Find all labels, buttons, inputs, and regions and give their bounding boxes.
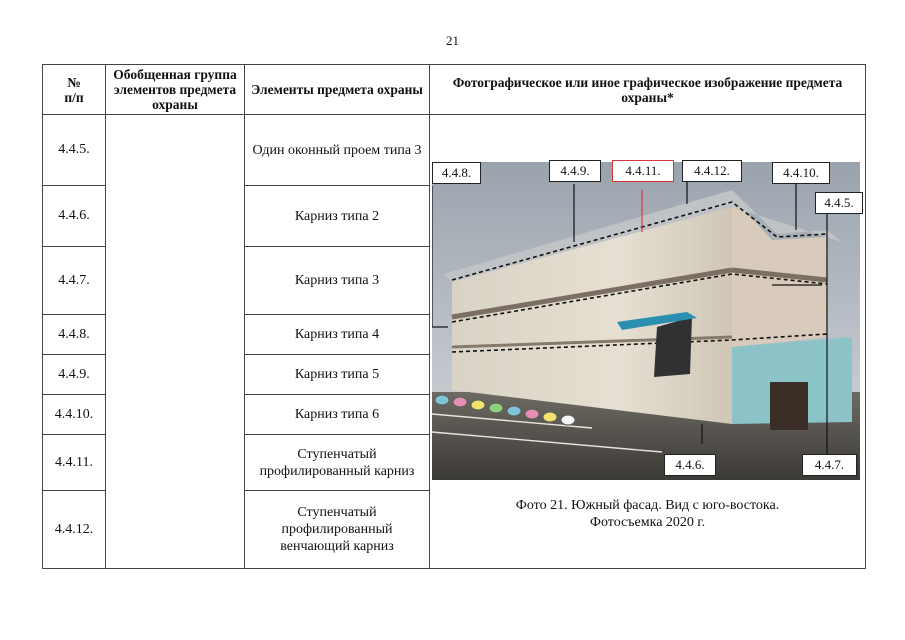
header-group (106, 65, 245, 115)
callout-label: 4.4.9. (549, 160, 601, 182)
header-number-text: № п/п (64, 74, 84, 105)
protection-elements-table (42, 64, 866, 569)
callout-label-highlighted: 4.4.11. (612, 160, 674, 182)
table-header-row (43, 65, 866, 115)
row-number: 4.4.10. (43, 395, 106, 435)
row-element (245, 395, 430, 435)
callout-label: 4.4.6. (664, 454, 716, 476)
group-cell (106, 115, 245, 569)
row-element (245, 435, 430, 491)
row-number: 4.4.8. (43, 315, 106, 355)
row-element-text: Карниз типа 4 (294, 327, 380, 342)
row-number: 4.4.12. (43, 491, 106, 569)
photo-cell (430, 115, 866, 569)
row-element-text: Один оконный проем типа 3 (252, 142, 422, 158)
callout-label: 4.4.5. (815, 192, 863, 214)
header-elements (245, 65, 430, 115)
callout-label: 4.4.12. (682, 160, 742, 182)
caption-line-1: Фото 21. Южный фасад. Вид с юго-востока. (515, 498, 780, 513)
row-element-text: Ступенчатый профилированный венчающий карниз (280, 505, 394, 554)
row-element-text: Карниз типа 3 (294, 273, 380, 288)
building-photo (432, 162, 860, 480)
row-element-text: Карниз типа 2 (294, 208, 380, 224)
row-number: 4.4.5. (43, 115, 106, 186)
row-number: 4.4.7. (43, 247, 106, 315)
header-number (43, 65, 106, 115)
row-element (245, 186, 430, 247)
row-element (245, 115, 430, 186)
header-elements-text: Элементы предмета охраны (251, 82, 423, 97)
row-element-text: Карниз типа 5 (294, 367, 380, 382)
row-element (245, 491, 430, 569)
building-photo-svg (432, 162, 860, 480)
row-number: 4.4.9. (43, 355, 106, 395)
row-element-text: Ступенчатый профилированный карниз (259, 446, 415, 479)
callout-label: 4.4.10. (772, 162, 830, 184)
row-number: 4.4.11. (43, 435, 106, 491)
row-element (245, 355, 430, 395)
row-element (245, 247, 430, 315)
row-number: 4.4.6. (43, 186, 106, 247)
caption-line-2: Фотосъемка 2020 г. (589, 515, 706, 530)
photo-wrap (432, 152, 864, 487)
callout-label: 4.4.8. (432, 162, 481, 184)
header-image (430, 65, 866, 115)
row-element-text: Карниз типа 6 (294, 407, 380, 422)
barrel (770, 382, 808, 430)
header-group-text: Обобщенная группа элементов предмета охраны (113, 67, 237, 112)
photo-caption (430, 487, 865, 531)
table-row (43, 115, 866, 186)
page-number: 21 (446, 33, 459, 48)
row-element (245, 315, 430, 355)
callout-label: 4.4.7. (802, 454, 857, 476)
header-image-text: Фотографическое или иное графическое изображение предмета охраны* (452, 74, 843, 105)
